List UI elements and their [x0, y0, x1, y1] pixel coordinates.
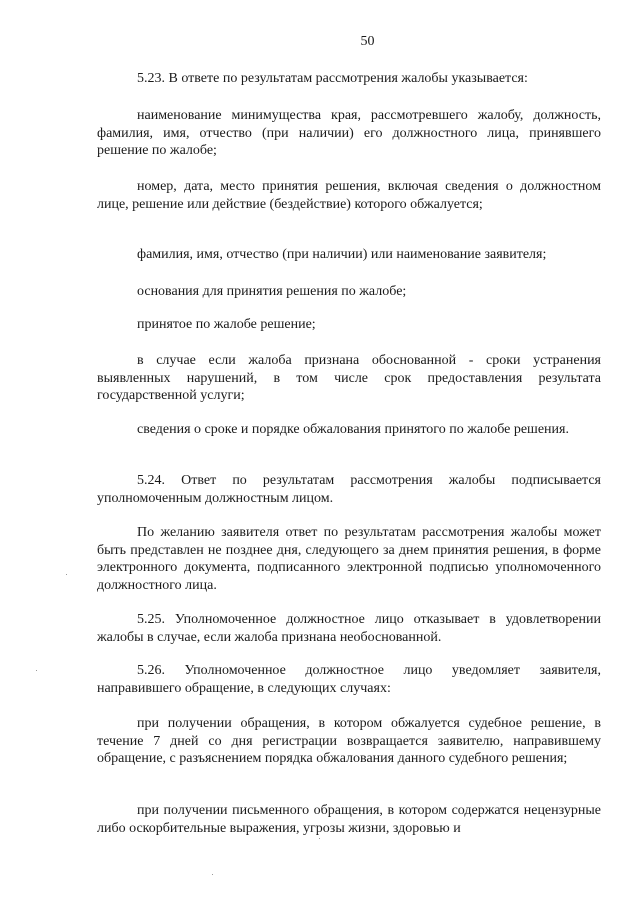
paragraph-5-25: 5.25. Уполномоченное должностное лицо отказывает в удовлетворении жалобы в случае, если жалоба признана необоснованной. [97, 612, 601, 645]
paragraph-court-decision: при получении обращения, в котором обжалуется судебное решение, в течение 7 дней со дня регистрации возвращается заявителю, направившему обращение, с разъяснением порядка обжалования данного судебного решения; [97, 716, 601, 767]
paragraph-5-24: 5.24. Ответ по результатам рассмотрения жалобы подписывается уполномоченным должностным лицом. [97, 473, 601, 506]
paragraph-item-grounds: основания для принятия решения по жалобе; [137, 284, 407, 299]
scan-speck [319, 838, 320, 839]
paragraph-offensive-language: при получении письменного обращения, в котором содержатся нецензурные либо оскорбительные выражения, угрозы жизни, здоровью и [97, 803, 601, 836]
paragraph-item-decision: принятое по жалобе решение; [137, 317, 316, 332]
scan-speck [66, 574, 67, 575]
scan-speck [36, 670, 37, 671]
paragraph-item-appeal-info: сведения о сроке и порядке обжалования принятого по жалобе решения. [137, 422, 569, 437]
page-number: 50 [360, 34, 375, 49]
paragraph-5-26: 5.26. Уполномоченное должностное лицо уведомляет заявителя, направившего обращение, в следующих случаях: [97, 663, 601, 696]
paragraph-item-applicant: фамилия, имя, отчество (при наличии) или наименование заявителя; [137, 247, 547, 262]
paragraph-item-name-position: наименование минимущества края, рассмотревшего жалобу, должность, фамилия, имя, отчество (при наличии) его должностного лица, принявшего решение по жалобе; [97, 108, 601, 159]
paragraph-electronic-response: По желанию заявителя ответ по результатам рассмотрения жалобы может быть представлен не позднее дня, следующего за днем принятия решения, в форме электронного документа, подписанного электронной подписью уполномоченного должностного лица. [97, 525, 601, 593]
paragraph-item-number-date: номер, дата, место принятия решения, включая сведения о должностном лице, решение или действие (бездействие) которого обжалуется; [97, 179, 601, 212]
paragraph-item-deadlines: в случае если жалоба признана обоснованной - сроки устранения выявленных нарушений, в том числе срок предоставления результата государственной услуги; [97, 353, 601, 404]
scan-speck [212, 874, 213, 875]
paragraph-5-23-heading: 5.23. В ответе по результатам рассмотрения жалобы указывается: [137, 71, 528, 86]
